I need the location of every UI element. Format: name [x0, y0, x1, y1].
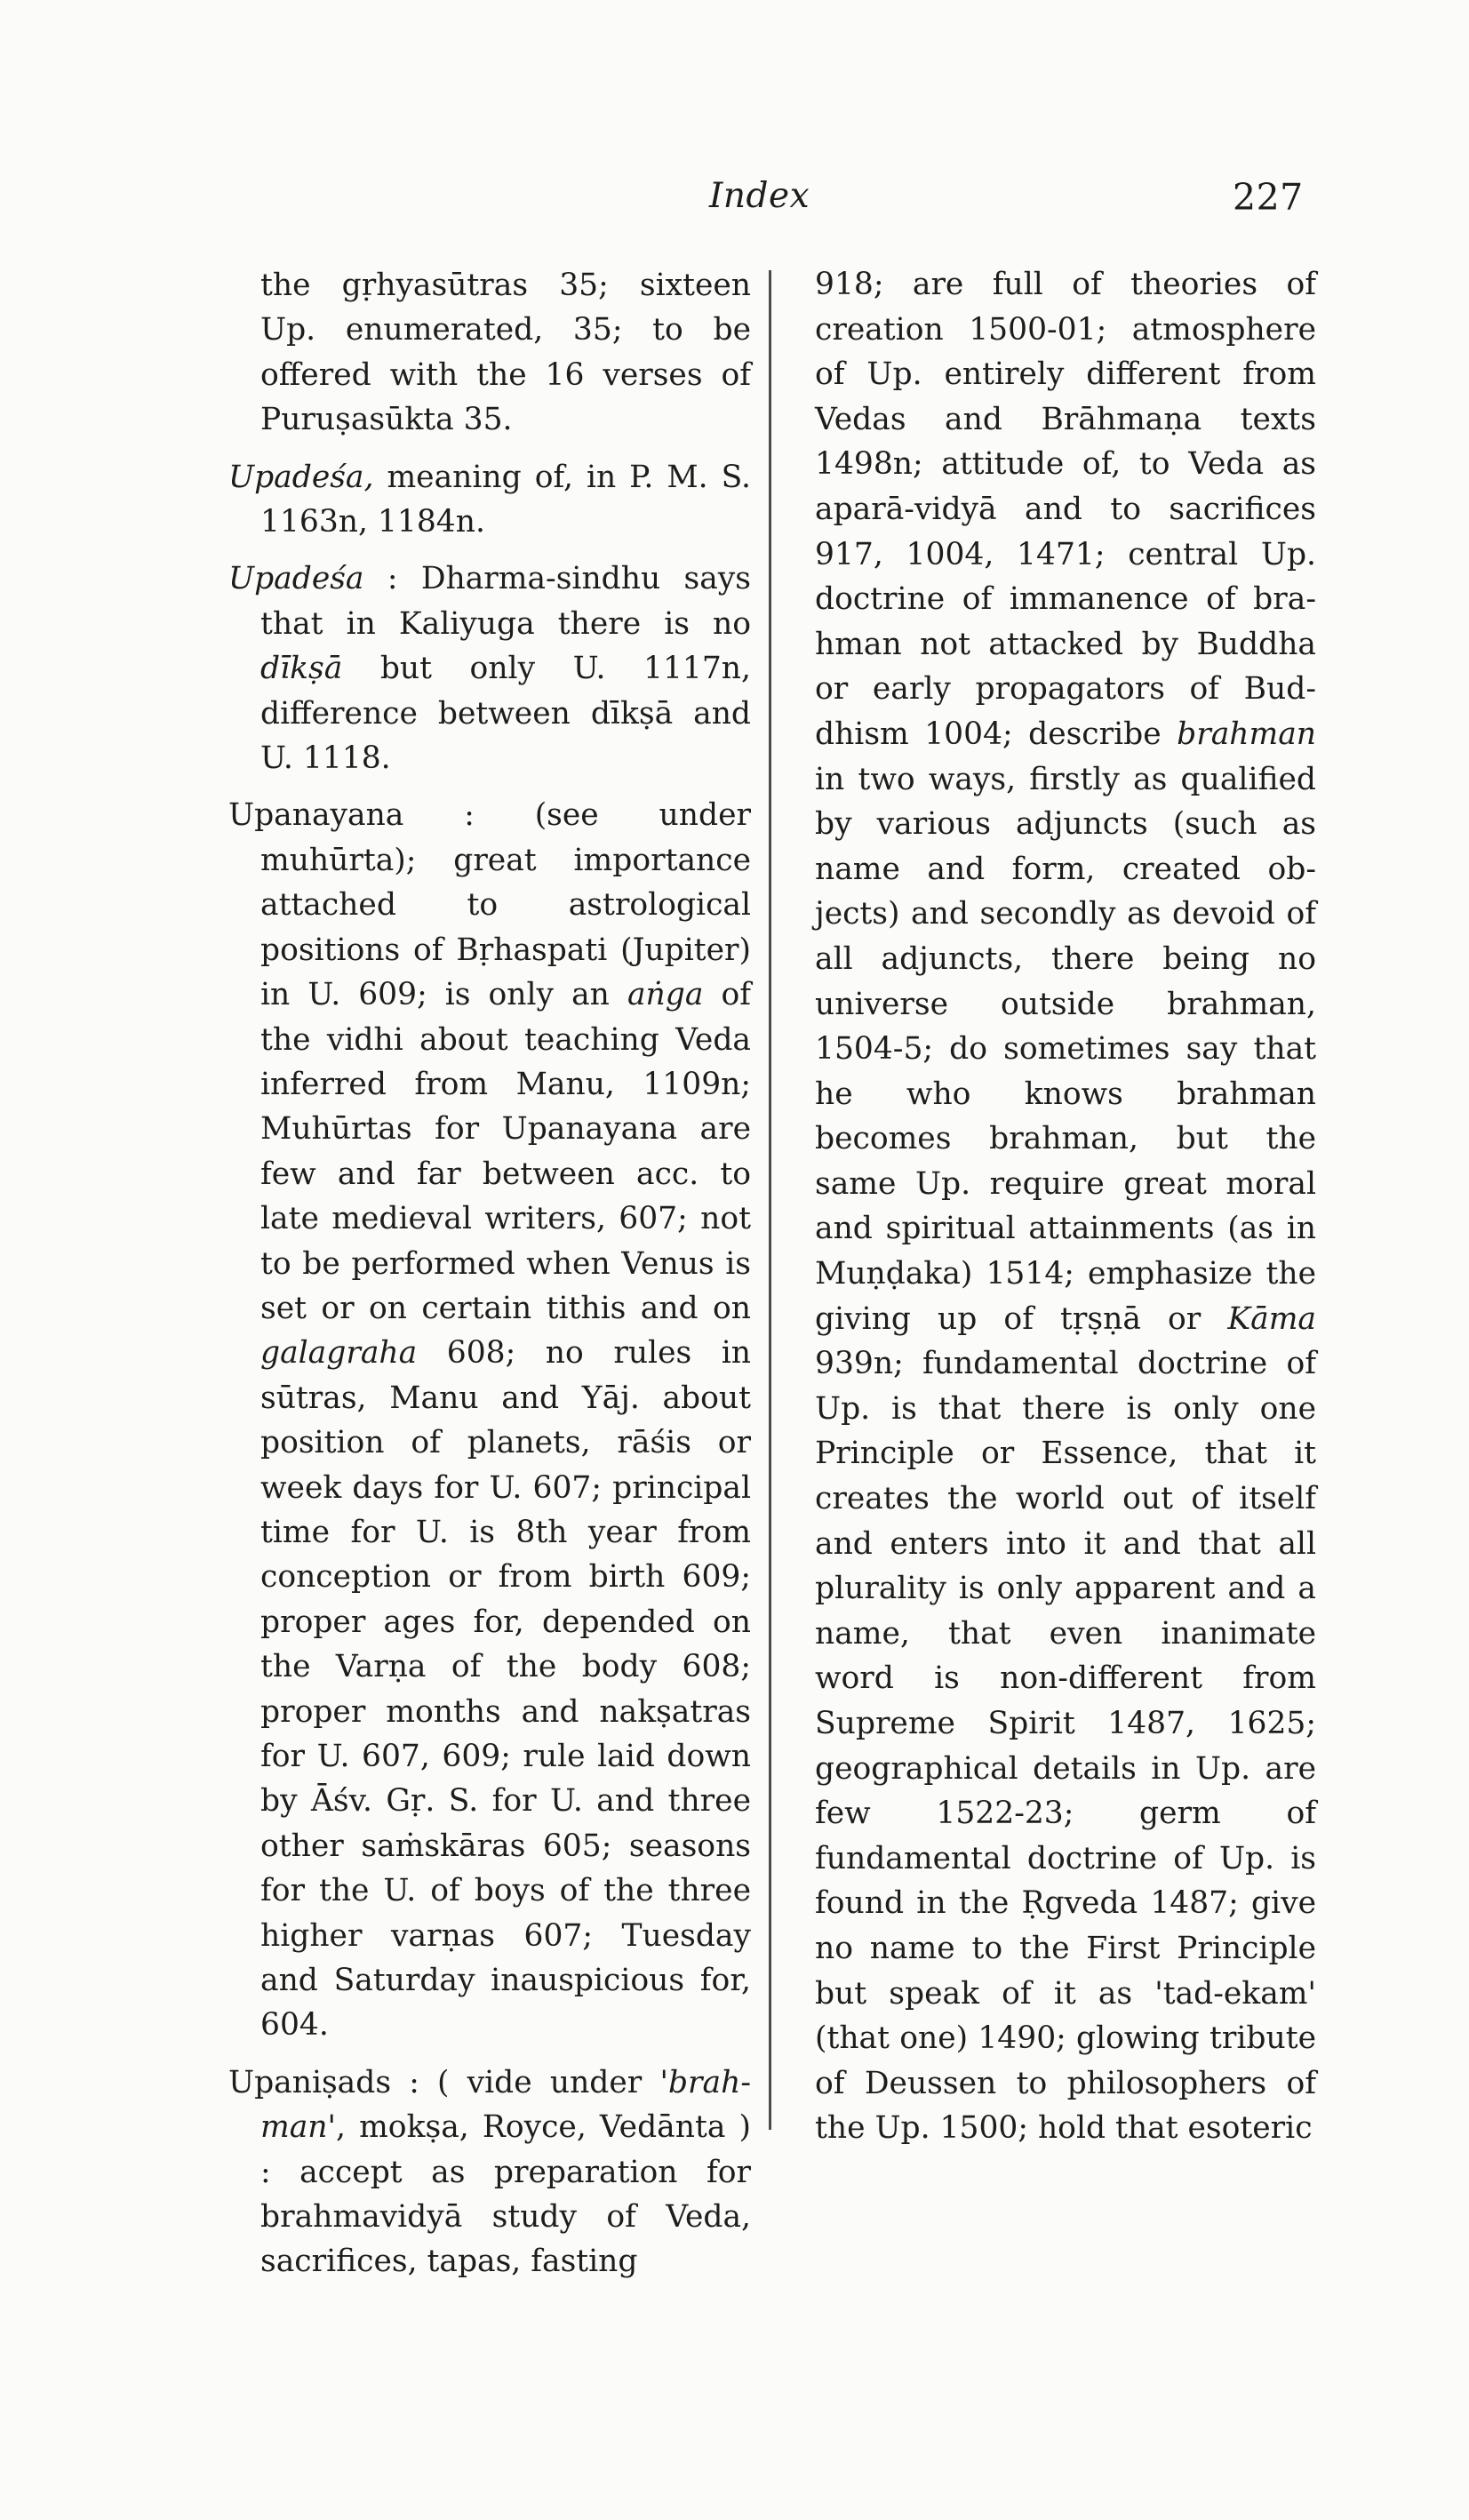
entry-text: 608; no rules in sūtras, Manu and Yāj. about position of planets, rāśis or week days for U. 607; principal time for U. is 8th year from conception or from birth 609; proper ages for, depended on the Varṇa of the body 608; proper months and nakṣatras for U. 607, 609; rule laid down by Āśv. Gṛ. S. for U. and three other saṁskāras 605; seasons for the U. of boys of the three higher varṇas 607; Tuesday and Saturday inauspicious for, 604. — [260, 1335, 751, 2044]
entry-text: Upanayana : (see under muhūrta); great importance attached to astrological positions of Bṛhaspati (Jupiter) in U. 609; is only an — [228, 797, 751, 1013]
entry-text: Upaniṣads : ( vide under ' — [228, 2064, 668, 2100]
entry-italic-term: brahman — [1177, 716, 1316, 752]
entry-italic-term: Kāma — [1227, 1300, 1316, 1337]
entry-text: ', mokṣa, Royce, Vedānta ) : accept as preparation for brahmavidyā study of Veda, sacrifices, tapas, fasting — [260, 2109, 751, 2280]
index-entry-continuation — [815, 262, 1316, 2151]
left-column — [228, 263, 751, 2297]
index-entry-upanisads — [228, 2060, 751, 2284]
right-column — [815, 262, 1316, 2151]
entry-text: of the vidhi about teaching Veda inferred from Manu, 1109n; Muhūrtas for Upanayana are few and far between acc. to late medieval writers, 607; not to be performed when Venus is set or on certain tithis and on — [260, 977, 751, 1326]
index-entry-upadesa-2 — [228, 556, 751, 780]
entry-text: but only U. 1117n, difference between dīkṣā and U. 1118. — [260, 651, 751, 777]
entry-text: 918; are full of theories of creation 1500-01; atmosphere of Up. entirely different from Vedas and Brāhmaṇa texts 1498n; attitude of, to Veda as aparā-vidyā and to sacrifices 917, 1004, 1471; central Up. doctrine of immanence of brahman not attacked by Buddha or early propagators of Buddhism 1004; describe — [815, 267, 1316, 752]
entry-text: 939n; fundamental doctrine of Up. is that there is only one Principle or Essence, that it creates the world out of itself and enters into it and that all plurality is only apparent and a name, that even inanimate word is non-different from Supreme Spirit 1487, 1625; geographical details in Up. are few 1522-23; germ of fundamental doctrine of Up. is found in the Ṛgveda 1487; give no name to the First Principle but speak of it as 'tad-ekam' (that one) 1490; glowing tribute of Deussen to philosophers of the Up. 1500; hold that esoteric — [815, 1346, 1316, 2147]
entry-headword: Upadeśa — [228, 561, 364, 597]
entry-italic-term: dīkṣā — [260, 651, 343, 687]
column-divider — [769, 270, 771, 2130]
entry-italic-term: brahman — [260, 2064, 751, 2146]
page-number: 227 — [1233, 176, 1304, 219]
entry-italic-term: galagraha — [260, 1335, 418, 1372]
page-header — [0, 176, 1469, 229]
index-entry-upanayana — [228, 793, 751, 2047]
index-entry-upadesa-1 — [228, 455, 751, 545]
running-title: Index — [709, 176, 810, 216]
entry-text: in two ways, firstly as qualified by various adjuncts (such as name and form, created objects) and secondly as devoid of all adjuncts, there being no universe outside brahman, 1504-5; do sometimes say that he who knows brahman becomes brahman, but the same Up. require great moral and spiritual attainments (as in Muṇḍaka) 1514; emphasize the giving up of tṛṣṇā or — [815, 761, 1316, 1337]
entry-text: : Dharma-sindhu says that in Kaliyuga there is no — [260, 561, 751, 642]
entry-italic-term: aṅga — [627, 977, 704, 1013]
entry-text: meaning of, in P. M. S. 1163n, 1184n. — [260, 459, 751, 540]
index-entry-continuation — [228, 263, 751, 443]
entry-text: the gṛhyasūtras 35; sixteen Up. enumerated, 35; to be offered with the 16 verses of Puruṣasūkta 35. — [260, 268, 751, 438]
entry-headword: Upadeśa, — [228, 459, 374, 495]
